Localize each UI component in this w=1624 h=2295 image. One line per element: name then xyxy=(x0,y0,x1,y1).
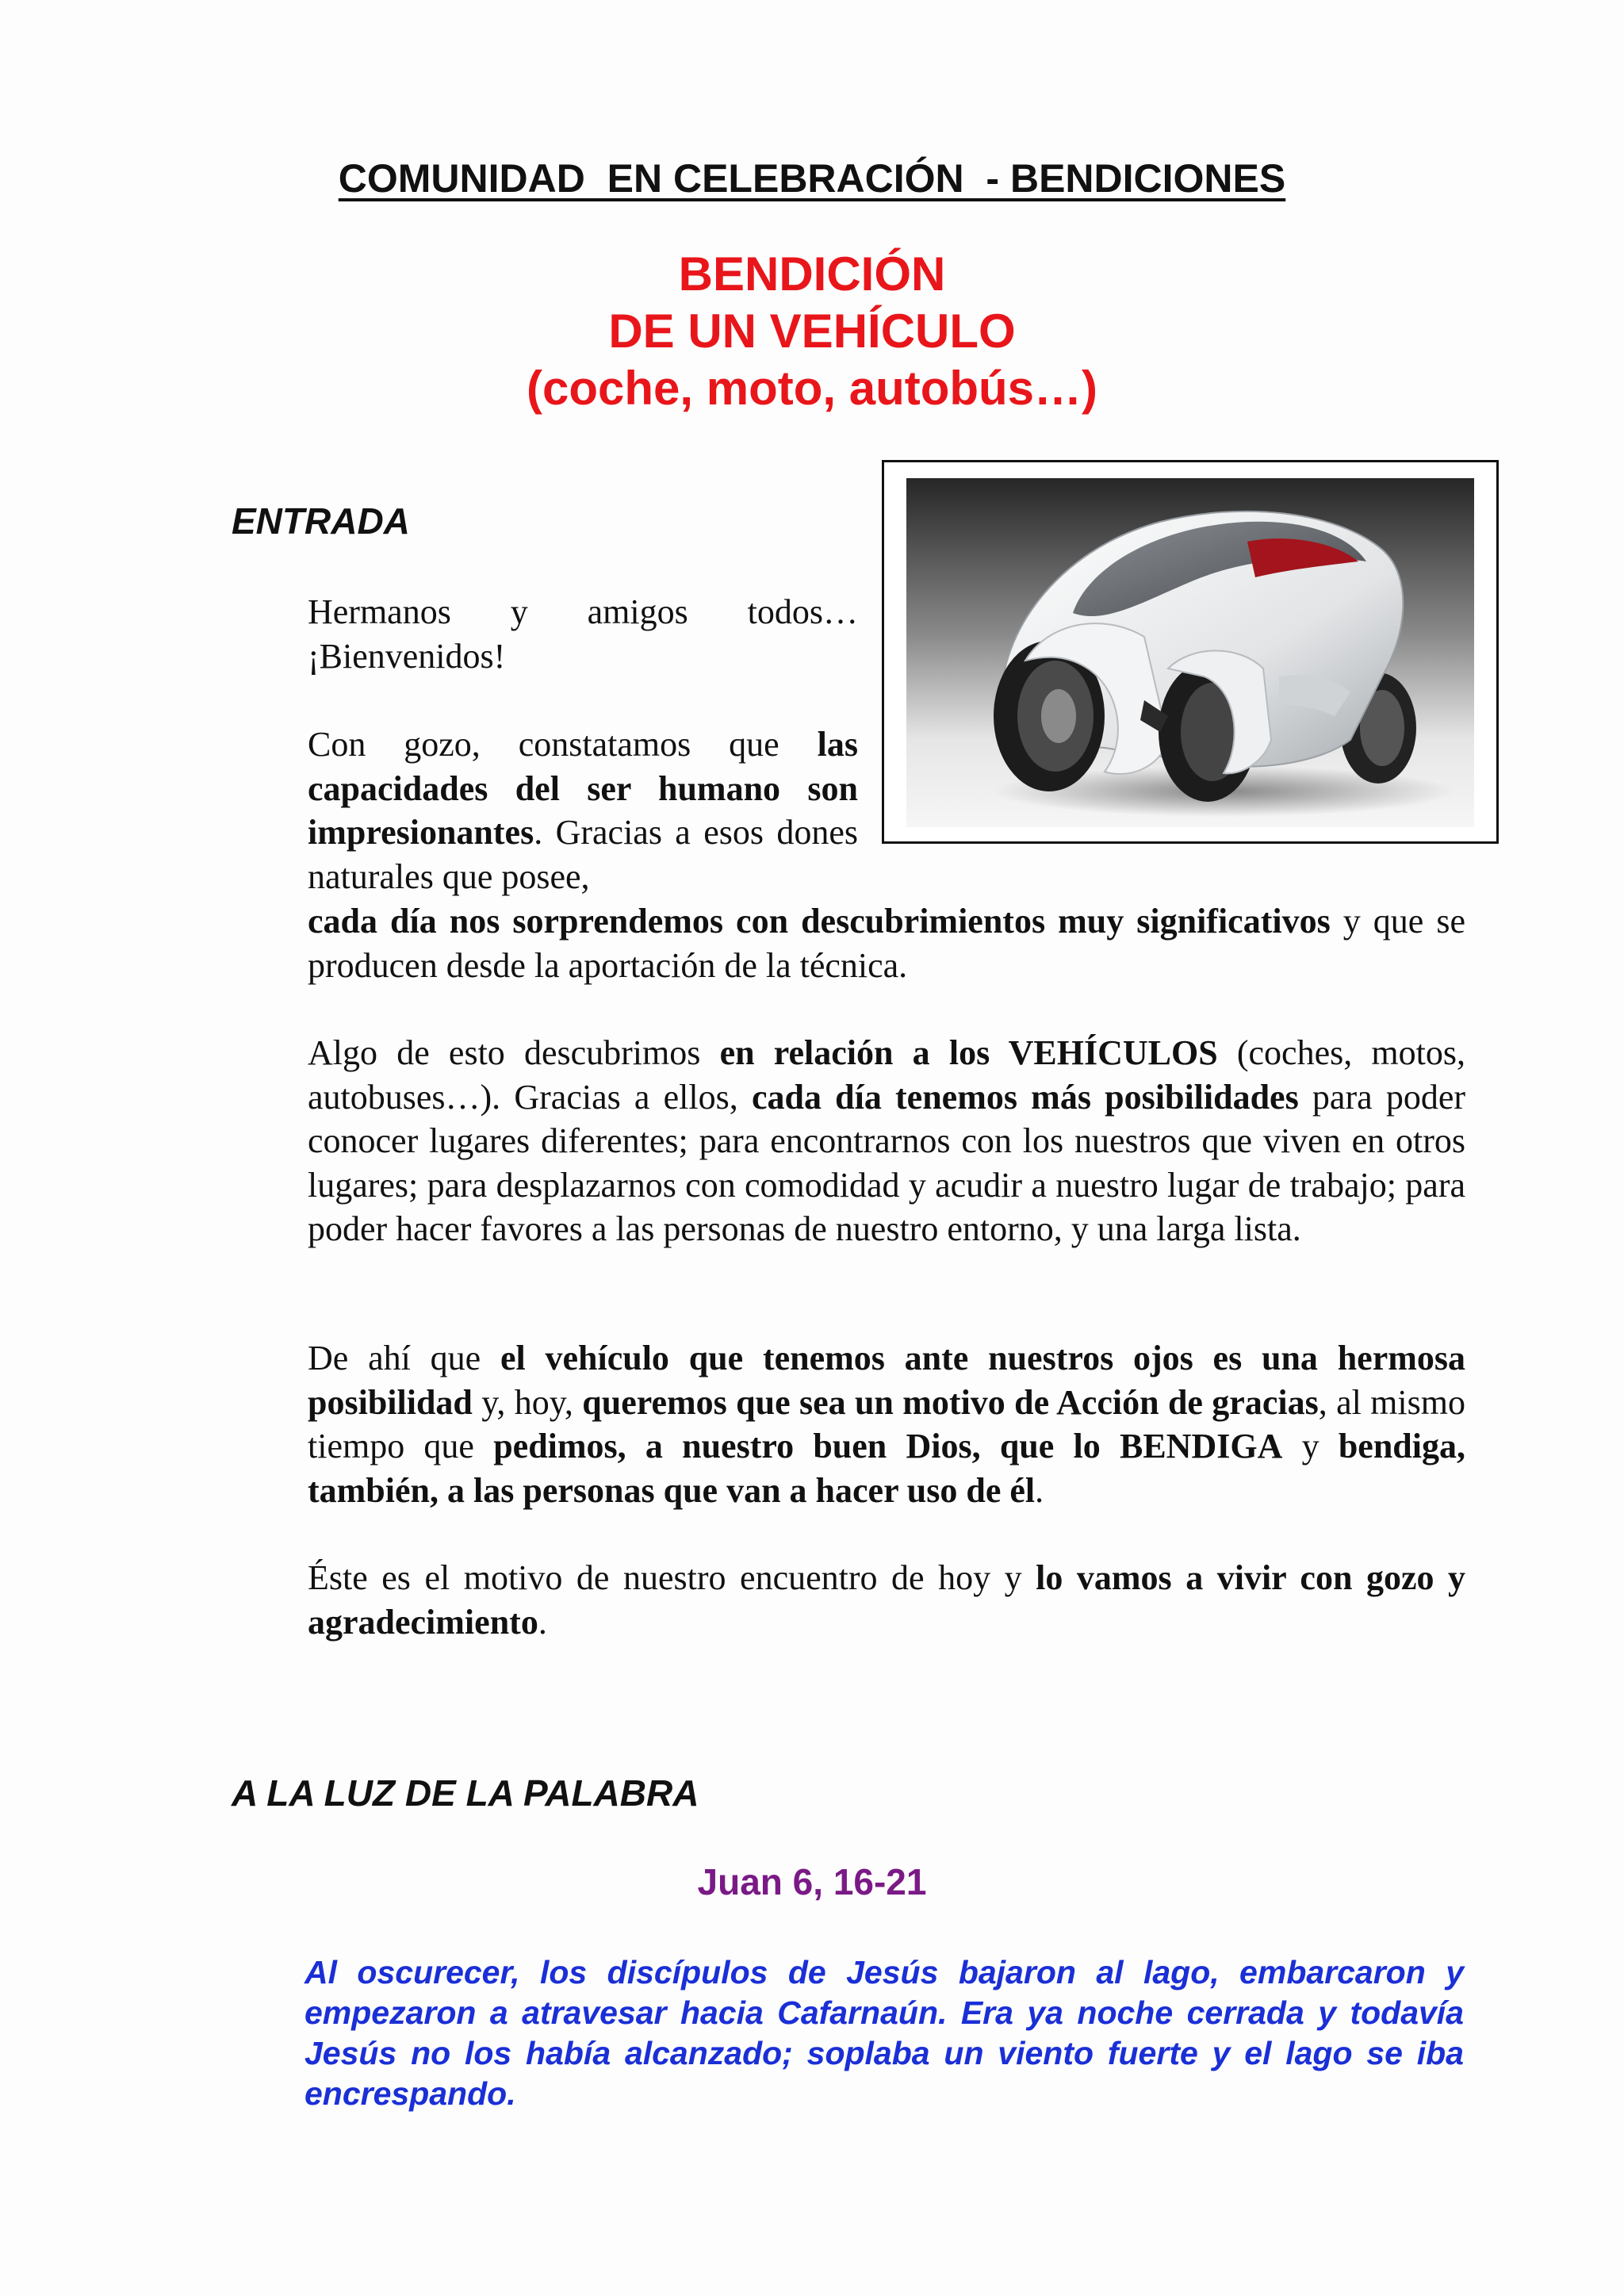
concept-vehicle-photo xyxy=(906,478,1474,827)
text-run: Éste es el motivo de nuestro encuentro de hoy y xyxy=(308,1558,1036,1597)
main-title-line1: BENDICIÓN xyxy=(678,247,946,301)
entrada-paragraph-3 xyxy=(308,1031,1465,1251)
text-run: . xyxy=(1035,1470,1044,1510)
bold-run: las capacidades del ser humano son impresionantes xyxy=(308,725,858,852)
text-run: para poder conocer lugares diferentes; para encontrarnos con los nuestros que viven en otros lugares; para desplazarnos con comodidad y acudir a nuestro lugar de trabajo; para poder hacer favores a las personas de nuestro entorno, y una larga lista. xyxy=(308,1077,1465,1248)
bold-run: lo vamos a vivir con gozo y agradecimiento xyxy=(308,1558,1465,1642)
entrada-paragraph-5 xyxy=(308,1556,1465,1644)
main-title-line3: (coche, moto, autobús…) xyxy=(527,362,1097,415)
text-run: De ahí que xyxy=(308,1339,500,1377)
section-heading-entrada: ENTRADA xyxy=(232,500,410,542)
main-title-line2: DE UN VEHÍCULO xyxy=(608,305,1016,358)
bold-run: pedimos, a nuestro buen Dios, que lo BENDIGA xyxy=(493,1427,1283,1466)
text-run: . xyxy=(538,1602,547,1642)
text-run: (coches, motos, autobuses…). Gracias a ellos, xyxy=(308,1033,1465,1117)
bold-run: cada día nos sorprendemos con descubrimientos muy significativos xyxy=(308,902,1331,941)
text-run: y xyxy=(1282,1427,1339,1466)
bold-run: el vehículo que tenemos ante nuestros ojos es una hermosa posibilidad xyxy=(308,1339,1466,1422)
gospel-text: Al oscurecer, los discípulos de Jesús bajaron al lago, embarcaron y empezaron a atravesar hacia Cafarnaún. Era ya noche cerrada y todavía Jesús no los había alcanzado; soplaba un viento fuerte y el lago se iba encrespando. xyxy=(304,1954,1464,2112)
entrada-paragraph-2-top xyxy=(308,722,858,898)
text-run: y que se producen desde la aportación de la técnica. xyxy=(308,902,1465,985)
bold-run: bendiga, también, a las personas que van a hacer uso de él xyxy=(308,1427,1465,1510)
entrada-paragraph-4 xyxy=(308,1336,1465,1512)
text-run: Con gozo, constatamos que xyxy=(308,725,818,764)
bold-run: en relación a los VEHÍCULOS xyxy=(719,1033,1218,1072)
text-run: y, hoy, xyxy=(472,1382,583,1422)
section-heading-palabra: A LA LUZ DE LA PALABRA xyxy=(232,1772,699,1814)
bold-run: queremos que sea un motivo de Acción de gracias xyxy=(582,1382,1319,1422)
bold-run: cada día tenemos más posibilidades xyxy=(751,1077,1299,1117)
text-run: . Gracias a esos dones naturales que posee, xyxy=(308,813,858,896)
gospel-reference: Juan 6, 16-21 xyxy=(697,1861,927,1902)
main-title xyxy=(0,246,1624,417)
entrada-paragraph-2-bottom xyxy=(308,899,1465,987)
document-header xyxy=(0,155,1624,201)
text-run: , al mismo tiempo que xyxy=(308,1382,1465,1466)
header-title-text: COMUNIDAD EN CELEBRACIÓN - BENDICIONES xyxy=(338,156,1286,201)
entrada-paragraph-1: Hermanos y amigos todos… ¡Bienvenidos! xyxy=(308,592,858,676)
text-run: Algo de esto descubrimos xyxy=(308,1033,720,1072)
vehicle-image-frame xyxy=(882,460,1499,844)
